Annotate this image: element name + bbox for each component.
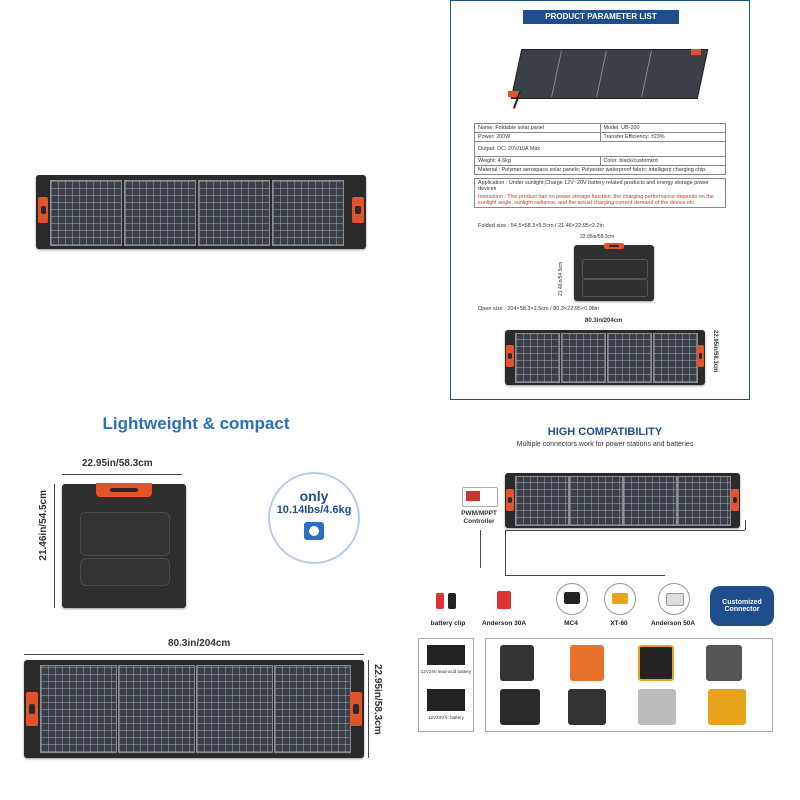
controller-label: PWM/MPPT Controller: [461, 510, 497, 525]
handle-left: [38, 197, 48, 223]
compat-panel: [505, 473, 740, 528]
folded-h-small: 21.46in/54.5cm: [558, 261, 564, 296]
connector-label-mc4: MC4: [564, 620, 578, 627]
product-image-quadrant: [0, 0, 400, 400]
connector-label-anderson-50a: Anderson 50A: [650, 620, 696, 627]
battery1-label: 12V24V lead-acid battery: [420, 669, 472, 674]
instruction-text: Instruction : This product has no power storage function, the charging performance depends on the sunlight angle, sunlight radiance, and the actual charging current demand of the device etc.: [478, 194, 714, 206]
xt60-icon: [604, 583, 636, 615]
folded-w-small: 22.95in/58.3cm: [580, 234, 615, 240]
weight-badge: [268, 472, 360, 564]
open-size-text: Open size : 204×58.3×2.5cm / 80.3×22.95×0.98in: [478, 306, 600, 312]
panel-on-stand: [506, 41, 706, 111]
scale-icon: [304, 522, 324, 540]
folded-size-text: Folded size : 54.5×58.3×5.5cm / 21.46×22.95×2.2in: [478, 223, 604, 229]
folded-panel: [62, 484, 186, 608]
mc4-icon: [556, 583, 588, 615]
anderson-50a-icon: [658, 583, 690, 615]
connector-label-battery-clip: battery clip: [430, 620, 466, 627]
open-handle-right: [350, 692, 362, 726]
handle-right: [352, 197, 364, 223]
connector-label-anderson-30a: Anderson 30A: [481, 620, 527, 627]
open-panel: [24, 660, 364, 758]
power-stations-box: [485, 638, 773, 732]
anderson-30a-icon: [489, 585, 519, 615]
customized-connector-badge: Customized Connector: [710, 586, 774, 626]
open-height-label: 22.95in/58.3cm: [372, 664, 383, 735]
battery-clip-icon: [432, 585, 462, 615]
only-label: only: [299, 488, 329, 504]
weight-value: 10.14Ibs/4.6kg: [276, 504, 352, 516]
parameter-header: PRODUCT PARAMETER LIST: [523, 10, 679, 24]
battery2-label: 12V24V li- battery: [428, 715, 464, 720]
compat-title: HIGH COMPATIBILITY: [547, 426, 663, 438]
open-handle-left: [26, 692, 38, 726]
solar-panel-open: [36, 175, 366, 249]
lightweight-title: Lightweight & compact: [102, 414, 290, 433]
folded-height-label: 21.46in/54.5cm: [38, 490, 49, 561]
connector-label-xt60: XT-60: [610, 620, 628, 627]
open-w-small: 80.3in/204cm: [585, 318, 623, 324]
folded-width-label: 22.95in/58.3cm: [82, 458, 153, 469]
open-panel-small: [505, 330, 705, 385]
open-width-label: 80.3in/204cm: [168, 638, 231, 649]
application-text: Application : Under sunlight,Charge 12V~20V battery related products and energy storage power devices: [478, 180, 709, 192]
compat-subtitle: Multiple connectors work for power stations and batteries: [516, 441, 694, 448]
parameter-table: Name: Foldable solar panel Model: UB-200 Power: 200W Transfer Efficiency: ±23% Output: DC: 20V/10A Max Weight: 4.6kg Color: black/customizd Material : Polymer aerospace solar panels; Polyester waterproof fabric; intelligent charging chip. Application : Under sunlight,Charge 12V~20V battery related products and energy storage power devices Instruction : This product has no power storage function, the charging performance depends on the sunlight angle, sunlight radiance, and the actual charging current demand of the device etc.: [474, 123, 726, 208]
folded-panel-small: [574, 245, 654, 301]
battery-box: [418, 638, 474, 732]
open-h-small: 22.95in/58.3cm: [712, 330, 718, 373]
folded-handle: [96, 483, 152, 497]
controller-device: [462, 487, 498, 507]
